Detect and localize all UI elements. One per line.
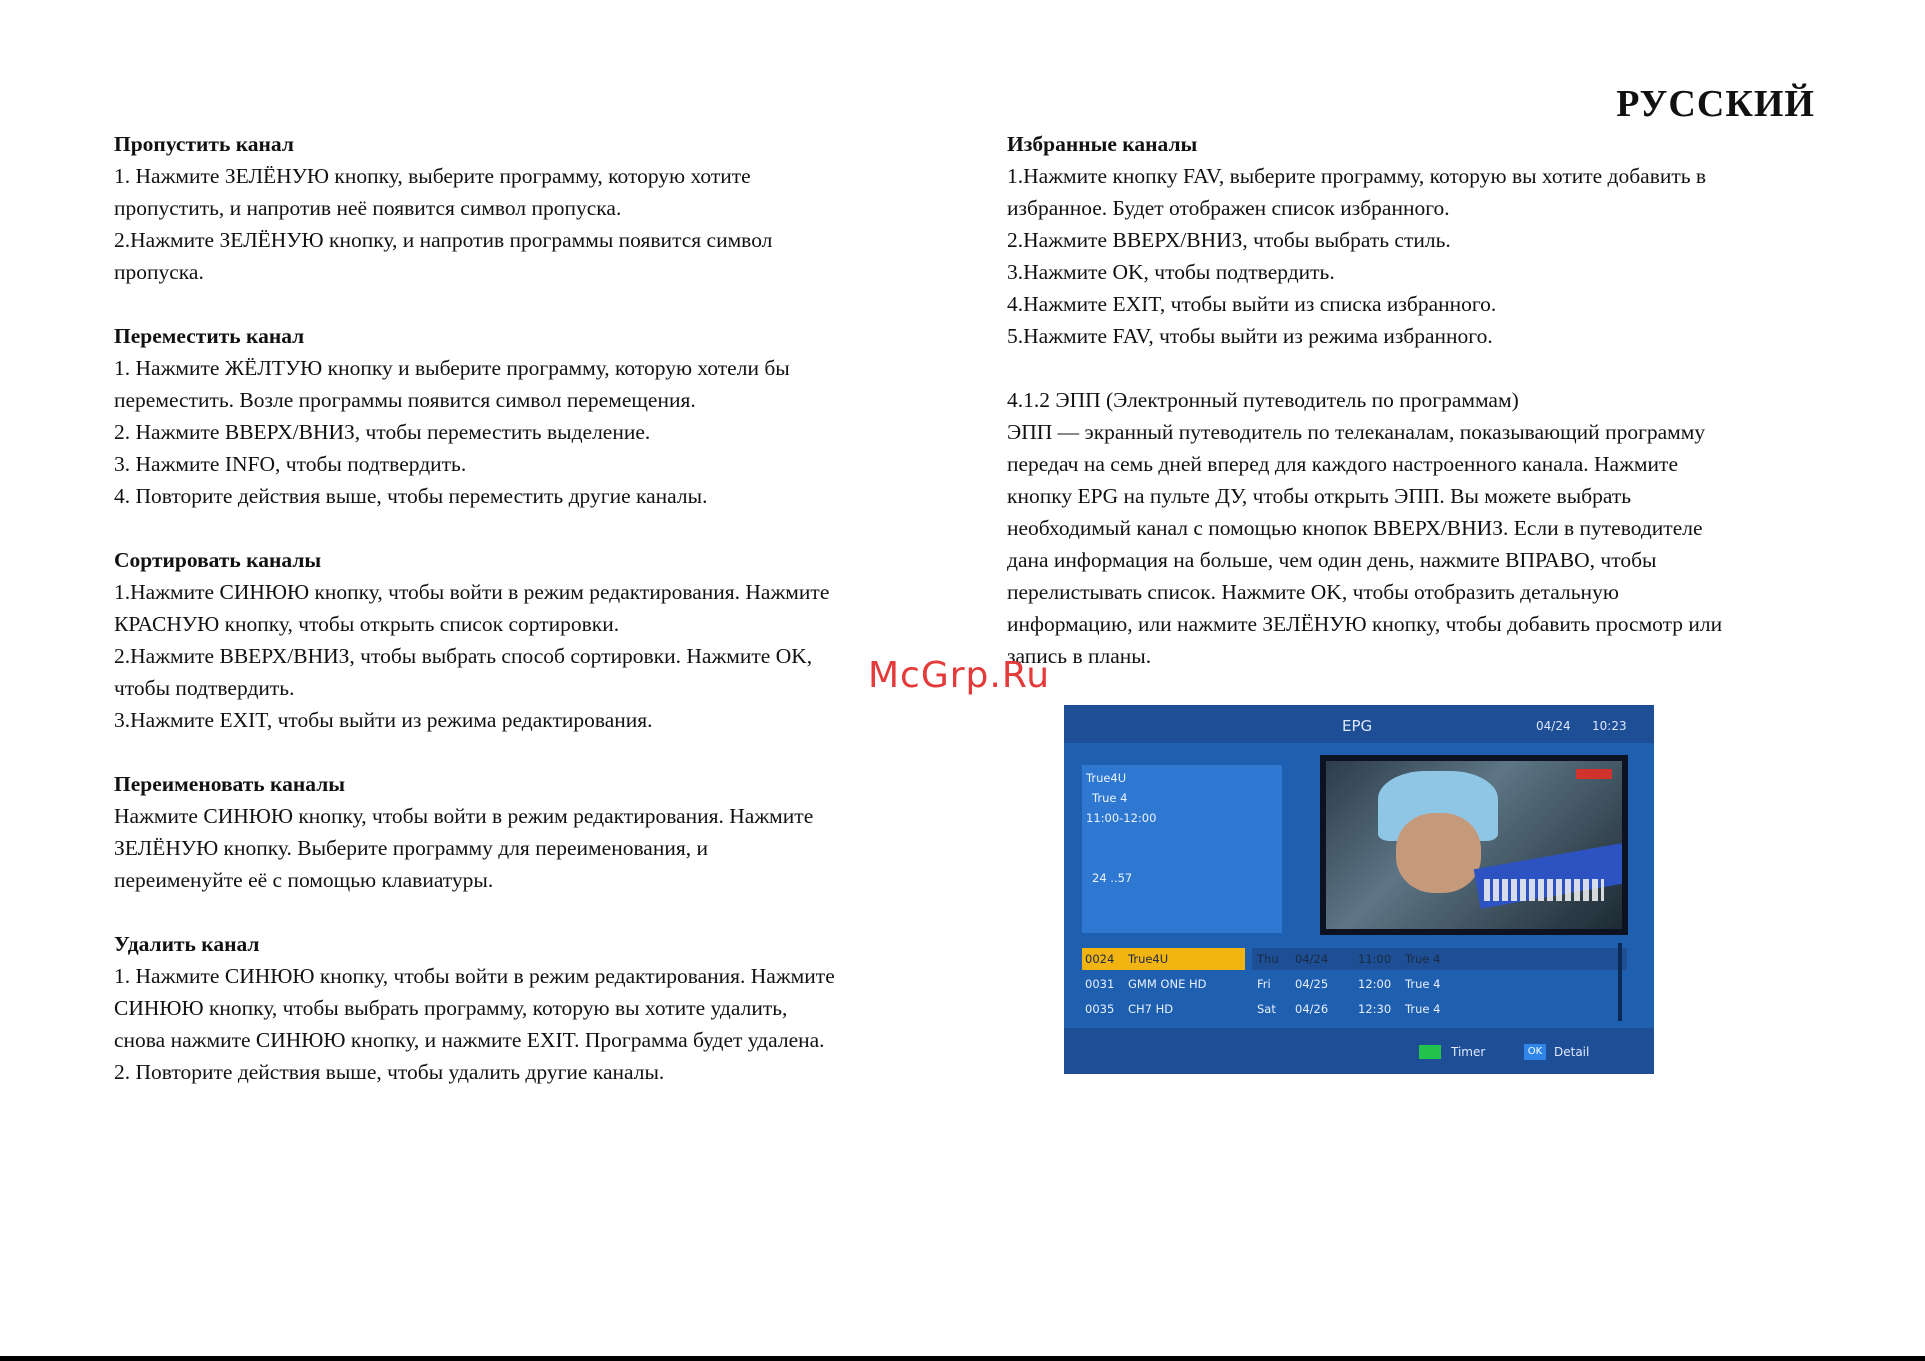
event-day: Fri <box>1257 977 1271 991</box>
section-heading: Переименовать каналы <box>114 772 346 796</box>
detail-label: Detail <box>1554 1045 1590 1059</box>
text-line: СИНЮЮ кнопку, чтобы выбрать программу, которую вы хотите удалить, <box>114 996 788 1020</box>
text-line: запись в планы. <box>1007 644 1152 668</box>
text-line: пропустить, и напротив неё появится символ пропуска. <box>114 196 622 220</box>
text-line: 1.Нажмите кнопку FAV, выберите программу, которую вы хотите добавить в <box>1007 164 1707 188</box>
section-heading: Пропустить канал <box>114 132 294 156</box>
text-line: информацию, или нажмите ЗЕЛЁНУЮ кнопку, чтобы добавить просмотр или <box>1007 612 1723 636</box>
section-heading: Удалить канал <box>114 932 260 956</box>
epg-footer <box>1064 1028 1654 1074</box>
event-day: Thu <box>1257 952 1279 966</box>
channel-number: 0031 <box>1085 977 1115 991</box>
text-line: 4.Нажмите EXIT, чтобы выйти из списка избранного. <box>1007 292 1497 316</box>
table-row[interactable] <box>1082 973 1627 995</box>
right-column <box>1007 128 1817 704</box>
language-title: РУССКИЙ <box>1616 83 1815 125</box>
epg-channel-list <box>1082 948 1627 1028</box>
text-line: 4. Повторите действия выше, чтобы переместить другие каналы. <box>114 484 708 508</box>
text-line: чтобы подтвердить. <box>114 676 295 700</box>
left-column <box>114 128 929 1120</box>
text-line: 3.Нажмите OK, чтобы подтвердить. <box>1007 260 1335 284</box>
event-date: 04/24 <box>1295 952 1329 966</box>
table-row[interactable] <box>1082 998 1627 1020</box>
channel-logo-icon <box>1576 769 1612 779</box>
section-epg <box>1007 384 1817 672</box>
text-line: Нажмите СИНЮЮ кнопку, чтобы войти в режим редактирования. Нажмите <box>114 804 814 828</box>
section-rename-channels <box>114 768 929 896</box>
text-line: 2.Нажмите ВВЕРХ/ВНИЗ, чтобы выбрать способ сортировки. Нажмите OK, <box>114 644 813 668</box>
event-program: True 4 <box>1405 1002 1441 1016</box>
subtitle-strip <box>1484 879 1604 901</box>
text-line: 1.Нажмите СИНЮЮ кнопку, чтобы войти в режим редактирования. Нажмите <box>114 580 830 604</box>
info-value: 24 ..57 <box>1092 871 1133 885</box>
event-time: 11:00 <box>1358 952 1392 966</box>
text-line: 2. Повторите действия выше, чтобы удалить другие каналы. <box>114 1060 665 1084</box>
text-line: 1. Нажмите ЖЁЛТУЮ кнопку и выберите программу, которую хотели бы <box>114 356 790 380</box>
list-scrollbar[interactable] <box>1618 943 1622 1021</box>
epg-title: EPG <box>1342 717 1373 735</box>
text-line: ЭПП — экранный путеводитель по телеканалам, показывающий программу <box>1007 420 1706 444</box>
bottom-rule <box>0 1356 1925 1361</box>
text-line: 2. Нажмите ВВЕРХ/ВНИЗ, чтобы переместить выделение. <box>114 420 651 444</box>
text-line: 2.Нажмите ВВЕРХ/ВНИЗ, чтобы выбрать стиль. <box>1007 228 1451 252</box>
ok-key-icon: OK <box>1524 1044 1546 1060</box>
text-line: переместить. Возле программы появится символ перемещения. <box>114 388 696 412</box>
event-program: True 4 <box>1405 952 1441 966</box>
video-preview <box>1320 755 1628 935</box>
text-line: пропуска. <box>114 260 204 284</box>
text-line: 1. Нажмите СИНЮЮ кнопку, чтобы войти в режим редактирования. Нажмите <box>114 964 835 988</box>
section-heading: Избранные каналы <box>1007 132 1198 156</box>
preview-image <box>1326 761 1622 929</box>
event-day: Sat <box>1257 1002 1276 1016</box>
channel-name: GMM ONE HD <box>1128 977 1207 991</box>
section-sort-channels <box>114 544 929 736</box>
epg-screen <box>1064 705 1654 1074</box>
text-line: избранное. Будет отображен список избранного. <box>1007 196 1450 220</box>
info-channel: True4U <box>1086 771 1127 785</box>
text-line: КРАСНУЮ кнопку, чтобы открыть список сортировки. <box>114 612 620 636</box>
text-line: переименуйте её с помощью клавиатуры. <box>114 868 494 892</box>
timer-label: Timer <box>1451 1045 1486 1059</box>
text-line: 3.Нажмите EXIT, чтобы выйти из режима редактирования. <box>114 708 653 732</box>
event-date: 04/25 <box>1295 977 1329 991</box>
text-line: ЗЕЛЁНУЮ кнопку. Выберите программу для переименования, и <box>114 836 709 860</box>
watermark: McGrp.Ru <box>868 655 1051 696</box>
section-delete-channel <box>114 928 929 1088</box>
section-heading: Переместить канал <box>114 324 305 348</box>
epg-date: 04/24 <box>1536 719 1571 733</box>
event-date: 04/26 <box>1295 1002 1329 1016</box>
event-time: 12:30 <box>1358 1002 1392 1016</box>
text-line: кнопку EPG на пульте ДУ, чтобы открыть ЭПП. Вы можете выбрать <box>1007 484 1632 508</box>
text-line: снова нажмите СИНЮЮ кнопку, и нажмите EXIT. Программа будет удалена. <box>114 1028 825 1052</box>
channel-name: CH7 HD <box>1128 1002 1174 1016</box>
section-heading: Сортировать каналы <box>114 548 322 572</box>
text-line: перелистывать список. Нажмите OK, чтобы отобразить детальную <box>1007 580 1619 604</box>
text-line: передач на семь дней вперед для каждого настроенного канала. Нажмите <box>1007 452 1678 476</box>
text-line: 2.Нажмите ЗЕЛЁНУЮ кнопку, и напротив программы появится символ <box>114 228 773 252</box>
info-slot: 11:00-12:00 <box>1086 811 1157 825</box>
epg-time: 10:23 <box>1592 719 1627 733</box>
section-move-channel <box>114 320 929 512</box>
text-line: 5.Нажмите FAV, чтобы выйти из режима избранного. <box>1007 324 1493 348</box>
event-time: 12:00 <box>1358 977 1392 991</box>
text-line: 4.1.2 ЭПП (Электронный путеводитель по программам) <box>1007 388 1519 412</box>
channel-name: True4U <box>1128 952 1169 966</box>
text-line: дана информация на больше, чем один день, нажмите ВПРАВО, чтобы <box>1007 548 1657 572</box>
channel-number: 0024 <box>1085 952 1115 966</box>
epg-header <box>1064 705 1654 743</box>
channel-number: 0035 <box>1085 1002 1115 1016</box>
section-skip-channel <box>114 128 929 288</box>
table-row[interactable] <box>1082 948 1627 970</box>
text-line: 1. Нажмите ЗЕЛЁНУЮ кнопку, выберите программу, которую хотите <box>114 164 751 188</box>
text-line: 3. Нажмите INFO, чтобы подтвердить. <box>114 452 467 476</box>
info-program: True 4 <box>1092 791 1128 805</box>
epg-info-panel <box>1082 765 1282 933</box>
green-key-icon <box>1419 1045 1441 1059</box>
face-shape <box>1396 813 1481 893</box>
event-program: True 4 <box>1405 977 1441 991</box>
section-favorite-channels <box>1007 128 1817 352</box>
text-line: необходимый канал с помощью кнопок ВВЕРХ/ВНИЗ. Если в путеводителе <box>1007 516 1703 540</box>
